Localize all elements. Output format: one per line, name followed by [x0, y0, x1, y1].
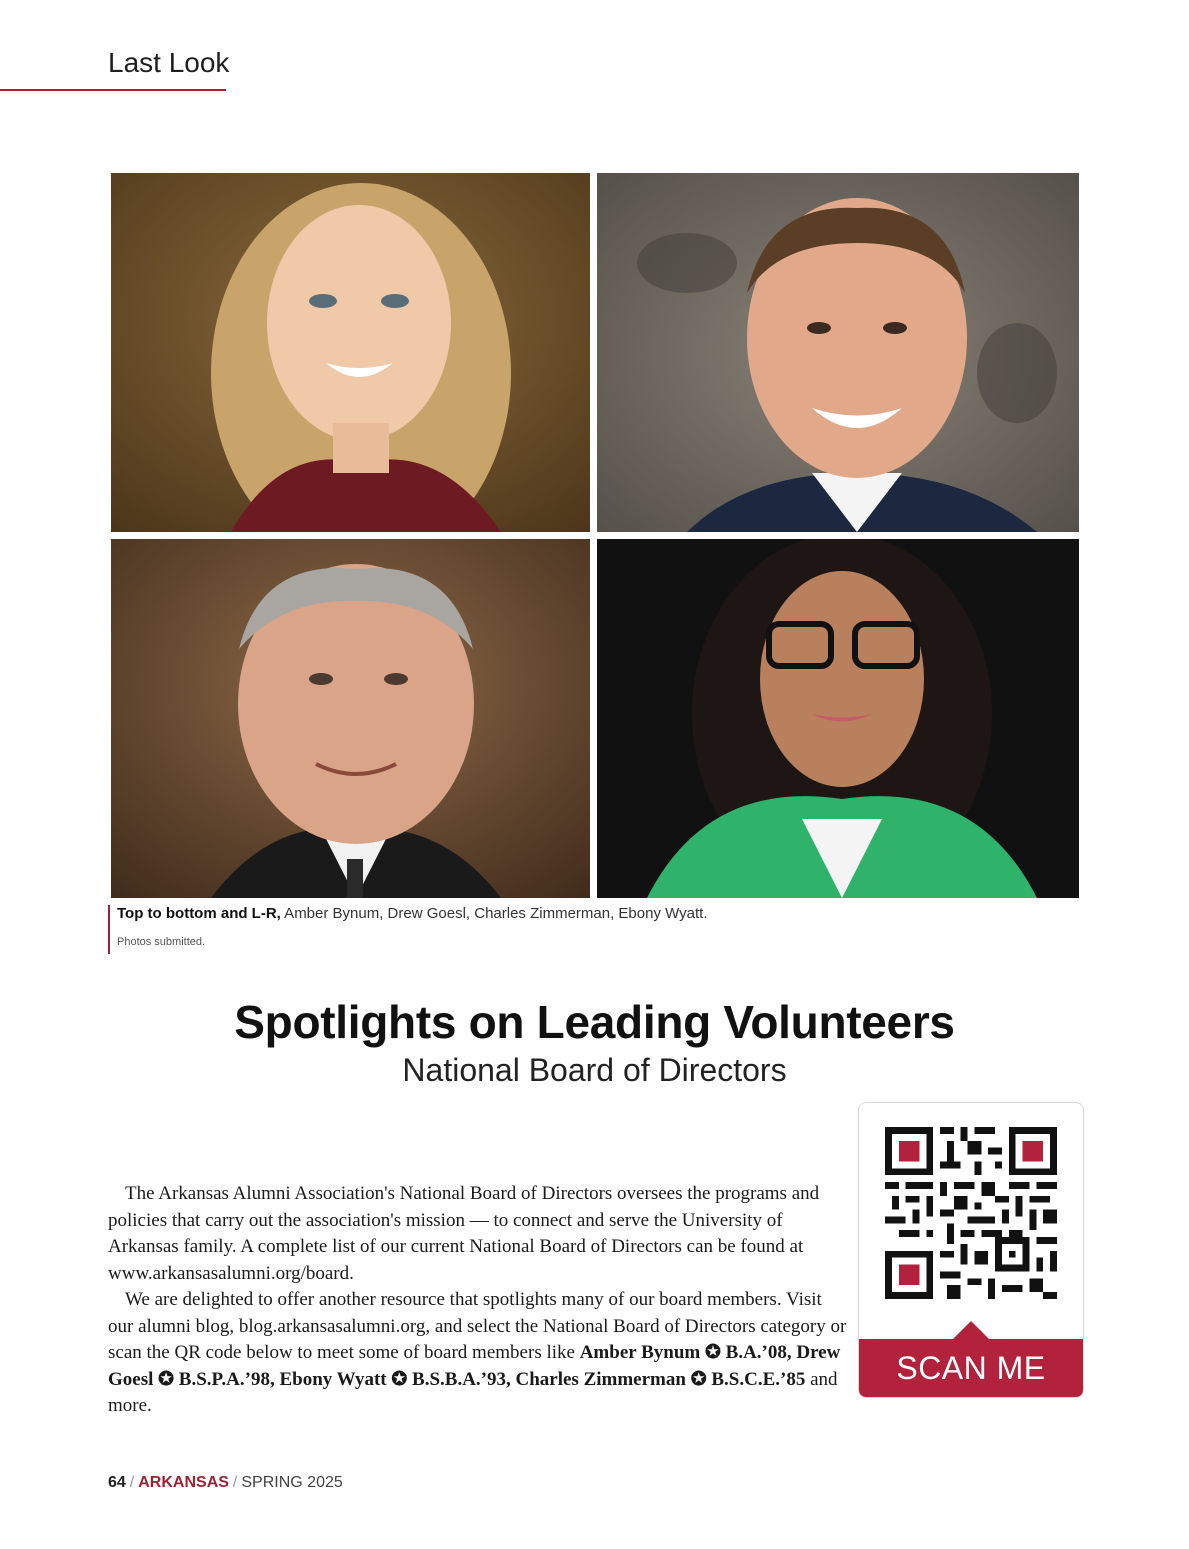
body-paragraph-2-end: and more. [108, 1368, 838, 1416]
caption-accent-bar [108, 905, 110, 954]
caption-lead: Top to bottom and L-R, [117, 905, 281, 922]
caption-names: Amber Bynum, Drew Goesl, Charles Zimmerman, Ebony Wyatt. [280, 905, 708, 922]
footer-separator: / [232, 1474, 238, 1491]
article-body [108, 1181, 848, 1420]
article-title: Spotlights on Leading Volunteers [234, 996, 955, 1048]
page-number: 64 [108, 1474, 126, 1491]
body-paragraph-2 [108, 1287, 848, 1420]
body-paragraph-1: The Arkansas Alumni Association's National Board of Directors oversees the programs and policies that carry out the association's mission — to connect and serve the University of Arkansas family. A complete list of our current National Board of Directors can be found at www.arkansasalumni.org/board. [108, 1183, 820, 1284]
magazine-name: ARKANSAS [138, 1474, 229, 1491]
scan-me-label: SCAN ME [896, 1350, 1046, 1386]
portrait-photo-drew-goesl [597, 173, 1079, 532]
section-label: Last Look [108, 47, 230, 78]
body-paragraph-2-text: We are delighted to offer another resource that spotlights many of our board members. Visit our alumni blog, blog.arkansasalumni.org, and select the National Board of Directors category or scan the QR code below to meet some of board members like [108, 1289, 847, 1363]
portrait-photo-ebony-wyatt [597, 539, 1079, 898]
photo-credit: Photos submitted. [117, 936, 206, 948]
issue-date: SPRING 2025 [241, 1474, 343, 1491]
page-footer [108, 1474, 343, 1492]
board-member-names: Amber Bynum ✪ B.A.’08, Drew Goesl ✪ B.S.P.A.’98, Ebony Wyatt ✪ B.S.B.A.’93, Charles Zimmerman ✪ B.S.C.E.’85 [108, 1342, 841, 1390]
footer-separator: / [129, 1474, 135, 1491]
qr-code-card[interactable] [858, 1102, 1084, 1398]
article-subtitle: National Board of Directors [402, 1052, 787, 1088]
scan-me-band [859, 1339, 1083, 1397]
portrait-photo-charles-zimmerman [111, 539, 590, 898]
qr-code-icon[interactable] [885, 1127, 1057, 1299]
photo-caption [117, 905, 708, 922]
qr-band-notch [953, 1321, 989, 1339]
portrait-photo-amber-bynum [111, 173, 590, 532]
section-rule [0, 89, 226, 91]
